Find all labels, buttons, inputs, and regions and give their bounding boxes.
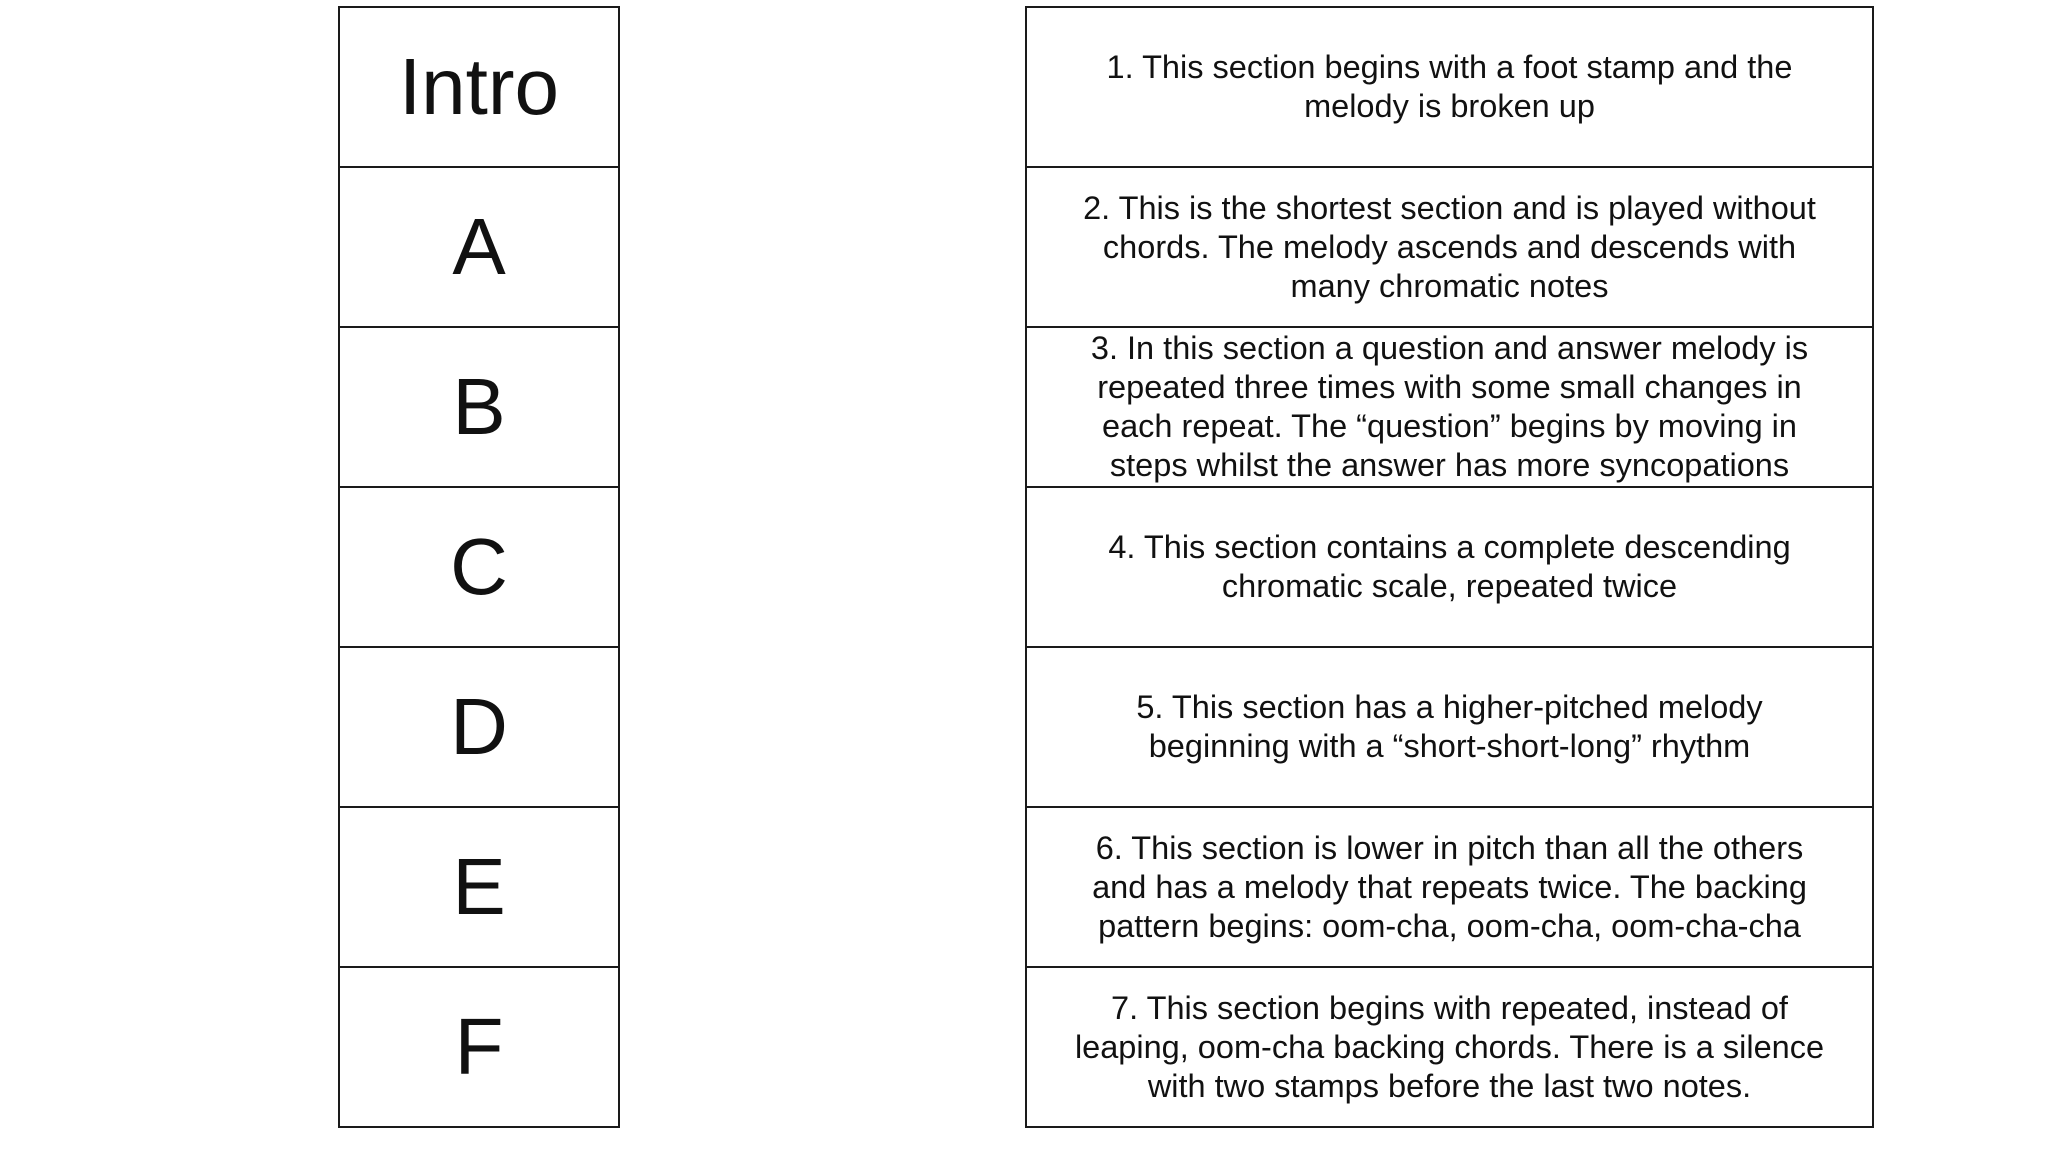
- description-text-2: 2. This is the shortest section and is played without chords. The melody ascends and descends with many chromatic notes: [1083, 189, 1816, 304]
- description-text-5: 5. This section has a higher-pitched melody beginning with a “short-short-long” rhythm: [1136, 689, 1763, 764]
- description-text-4: 4. This section contains a complete descending chromatic scale, repeated twice: [1108, 529, 1791, 604]
- section-label-table: [338, 6, 620, 1128]
- description-row-3: [1027, 328, 1872, 488]
- description-text-3: 3. In this section a question and answer melody is repeated three times with some small changes in each repeat. The “question” begins by moving in steps whilst the answer has more syncopations: [1090, 330, 1809, 483]
- section-label-c: C: [340, 488, 618, 648]
- description-text-6: 6. This section is lower in pitch than all the others and has a melody that repeats twice. The backing pattern begins: oom-cha, oom-cha, oom-cha-cha: [1092, 829, 1807, 944]
- section-label-f: F: [454, 1002, 504, 1091]
- description-text-1: 1. This section begins with a foot stamp and the melody is broken up: [1106, 49, 1793, 124]
- section-label-e: E: [340, 808, 618, 968]
- description-text-7: 7. This section begins with repeated, instead of leaping, oom-cha backing chords. There is a silence with two stamps before the last two notes.: [1074, 989, 1825, 1104]
- section-description-table: [1025, 6, 1874, 1128]
- section-label-b: B: [340, 328, 618, 488]
- description-row-4: [1027, 488, 1872, 648]
- section-label-a: A: [340, 168, 618, 328]
- description-row-6: [1027, 808, 1872, 968]
- section-label-intro: Intro: [340, 8, 618, 168]
- description-row-2: [1027, 168, 1872, 328]
- description-row-7: [1027, 968, 1872, 1126]
- description-row-5: [1027, 648, 1872, 808]
- section-label-d: D: [340, 648, 618, 808]
- description-row-1: [1027, 8, 1872, 168]
